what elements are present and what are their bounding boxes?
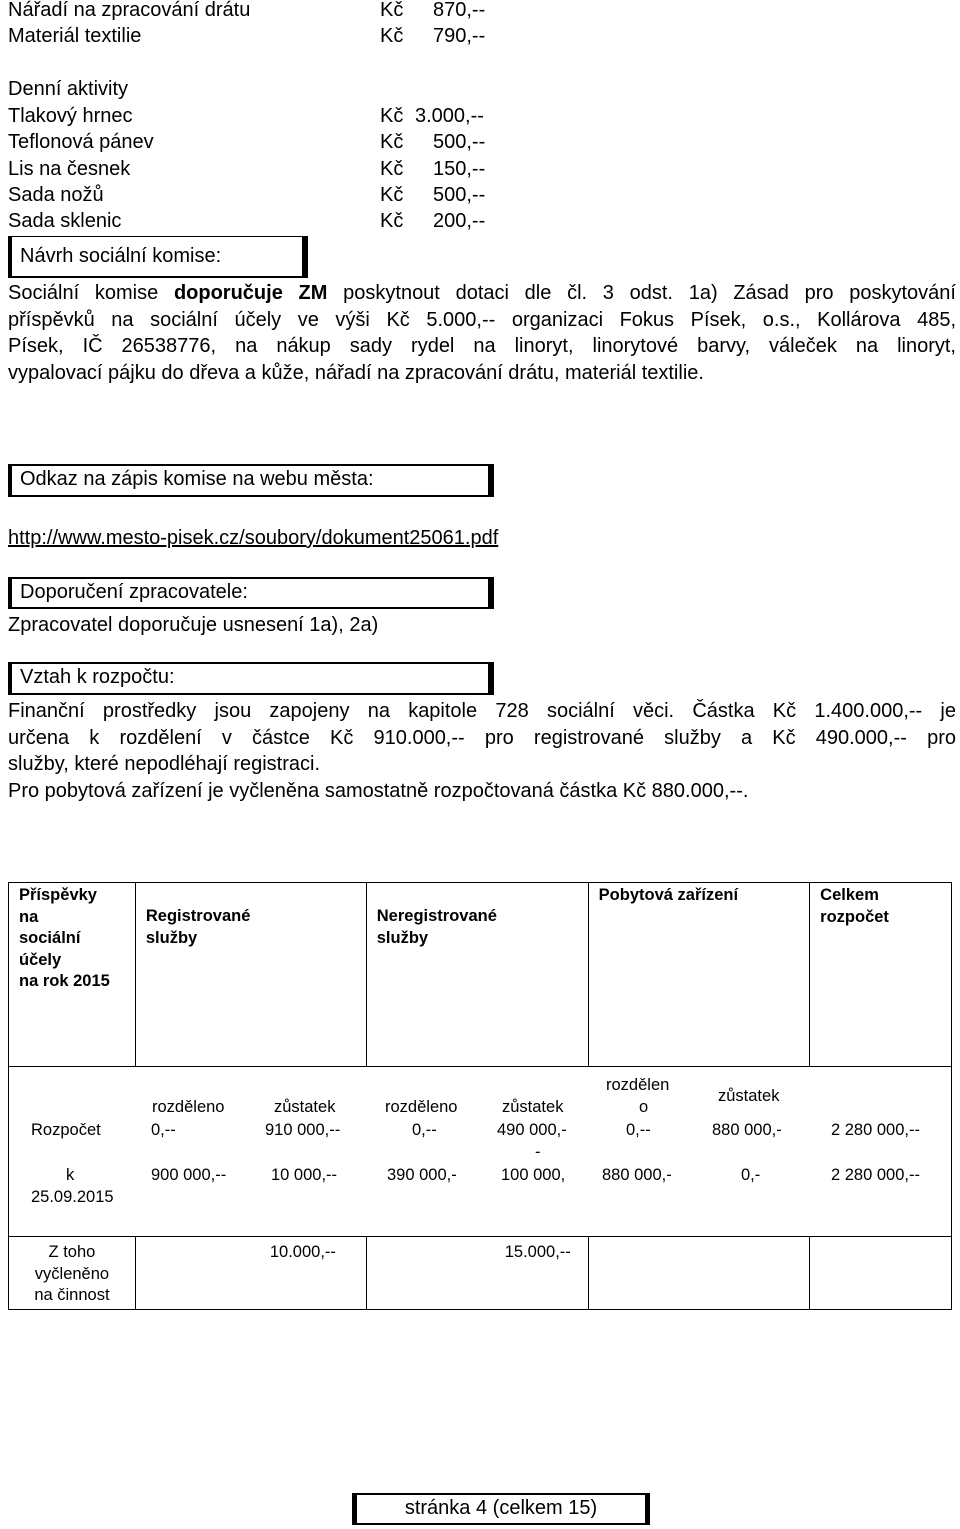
row-label-text: Z toho xyxy=(48,1243,96,1261)
cell-value: 910 000,-- xyxy=(265,1121,341,1139)
expense-amount: 500,-- xyxy=(433,131,486,153)
minutes-heading: Odkaz na zápis komise na webu města: xyxy=(8,464,494,497)
expense-currency: Kč xyxy=(380,184,404,206)
proposal-line-1-rest: poskytnout dotaci dle čl. 3 odst. 1a) Zásad pro poskytování xyxy=(327,282,956,304)
expense-name: Sada sklenic xyxy=(8,210,122,232)
cell-empty xyxy=(810,1237,952,1310)
subheader-res-remaining: zůstatek xyxy=(718,1087,780,1105)
cell-value: 0,-- xyxy=(151,1121,176,1139)
expense-currency: Kč xyxy=(380,105,404,127)
cell-empty xyxy=(588,1237,810,1310)
budget-relation-heading: Vztah k rozpočtu: xyxy=(8,662,494,695)
header-text: na xyxy=(19,907,39,926)
header-text: Neregistrované xyxy=(376,907,497,925)
cell-value: 2 280 000,-- xyxy=(831,1121,920,1139)
cell-value: 880 000,- xyxy=(602,1166,672,1184)
header-text: Pobytová zařízení xyxy=(598,886,739,904)
expense-amount: 150,-- xyxy=(433,158,486,180)
subheader-res-distributed-2: o xyxy=(639,1098,649,1116)
table-data-row xyxy=(9,1067,952,1237)
budget-relation-line-2: určena k rozdělení v částce Kč 910.000,-- pro registrované služby a Kč 490.000,-- pro xyxy=(8,726,956,749)
cell-value: - xyxy=(535,1143,541,1161)
minutes-link[interactable]: http://www.mesto-pisek.cz/soubory/dokument25061.pdf xyxy=(8,527,499,549)
cell-value: 490 000,- xyxy=(497,1121,567,1139)
minutes-link-wrap xyxy=(8,525,498,551)
expense-name: Tlakový hrnec xyxy=(8,105,133,127)
header-total xyxy=(810,883,952,1067)
proposal-paragraph xyxy=(8,280,956,386)
section-heading-daily: Denní aktivity xyxy=(8,78,129,100)
recommendation-text: Zpracovatel doporučuje usnesení 1a), 2a) xyxy=(8,614,379,636)
proposal-line-2: příspěvků na sociální účely ve výši Kč 5.000,-- organizaci Fokus Písek, o.s., Kollárova 485, xyxy=(8,308,956,331)
subheader-reg-distributed: rozděleno xyxy=(152,1098,225,1116)
data-block xyxy=(9,1067,952,1237)
cell-value: 100 000, xyxy=(501,1166,566,1184)
expense-amount: 200,-- xyxy=(433,210,486,232)
cell-value: 15.000,-- xyxy=(366,1237,588,1310)
expense-currency: Kč xyxy=(380,210,404,232)
row-label-date-2: 25.09.2015 xyxy=(31,1188,114,1206)
header-text: Příspěvky xyxy=(19,886,97,904)
cell-value: 0,- xyxy=(741,1166,761,1184)
budget-relation-line-4: Pro pobytová zařízení je vyčleněna samostatně rozpočtovaná částka Kč 880.000,--. xyxy=(8,779,749,802)
table-row-allocated xyxy=(9,1237,952,1310)
expense-currency: Kč xyxy=(380,25,404,47)
proposal-heading: Návrh sociální komise: xyxy=(8,236,308,278)
expense-amount: 3.000,-- xyxy=(415,105,484,127)
row-label-text: na činnost xyxy=(34,1286,110,1304)
budget-relation-line-1: Finanční prostředky jsou zapojeny na kapitole 728 sociální věci. Částka Kč 1.400.000,-- je xyxy=(8,700,956,722)
expense-name: Teflonová pánev xyxy=(8,131,154,153)
row-label-text: vyčleněno xyxy=(34,1264,110,1283)
cell-value: 900 000,-- xyxy=(151,1166,227,1184)
header-text: Celkem xyxy=(820,886,879,904)
cell-value: 0,-- xyxy=(412,1121,437,1139)
table-header-row xyxy=(9,883,952,1067)
subheader-res-distributed-1: rozdělen xyxy=(606,1076,670,1094)
header-registered xyxy=(135,883,366,1067)
header-contributions xyxy=(9,883,136,1067)
subheader-nonreg-remaining: zůstatek xyxy=(502,1098,564,1116)
header-nonregistered xyxy=(366,883,588,1067)
budget-relation-line-3: služby, které nepodléhají registraci. xyxy=(8,753,321,775)
expense-name: Sada nožů xyxy=(8,184,104,206)
expense-currency: Kč xyxy=(380,0,404,21)
row-label-date-1: k xyxy=(66,1166,75,1184)
header-text: účely xyxy=(19,950,62,969)
expense-amount: 500,-- xyxy=(433,184,486,206)
header-text: sociální xyxy=(19,929,81,947)
subheader-reg-remaining: zůstatek xyxy=(274,1098,336,1116)
header-text: rozpočet xyxy=(820,907,889,926)
expense-amount: 870,-- xyxy=(433,0,486,21)
expense-currency: Kč xyxy=(380,131,404,153)
page-footer: stránka 4 (celkem 15) xyxy=(352,1493,650,1525)
budget-table xyxy=(8,882,952,1310)
cell-value: 0,-- xyxy=(626,1121,651,1139)
header-residential xyxy=(588,883,810,1067)
header-text: služby xyxy=(376,928,429,947)
expense-currency: Kč xyxy=(380,158,404,180)
proposal-line-3: Písek, IČ 26538776, na nákup sady rydel na linoryt, linorytové barvy, váleček na linoryt, xyxy=(8,335,956,357)
cell-value: 10 000,-- xyxy=(271,1166,338,1184)
cell-value: 2 280 000,-- xyxy=(831,1166,920,1184)
budget-relation-paragraph xyxy=(8,698,956,804)
row-label-budget: Rozpočet xyxy=(31,1121,101,1139)
header-text: Registrované xyxy=(145,907,251,925)
header-text: na rok 2015 xyxy=(19,972,110,990)
cell-value: 10.000,-- xyxy=(135,1237,366,1310)
proposal-line-1 xyxy=(8,280,956,307)
proposal-pre: Sociální komise xyxy=(8,282,174,304)
expense-name: Lis na česnek xyxy=(8,158,131,180)
cell-value: 880 000,- xyxy=(712,1121,782,1139)
header-text: služby xyxy=(145,928,198,947)
proposal-line-4: vypalovací pájku do dřeva a kůže, nářadí na zpracování drátu, materiál textilie. xyxy=(8,361,704,384)
row-label-allocated xyxy=(9,1237,136,1310)
cell-value: 390 000,- xyxy=(387,1166,457,1184)
expense-amount: 790,-- xyxy=(433,25,486,47)
expense-name: Materiál textilie xyxy=(8,25,142,47)
subheader-nonreg-distributed: rozděleno xyxy=(385,1098,458,1116)
expense-name: Nářadí na zpracování drátu xyxy=(8,0,251,21)
proposal-bold: doporučuje ZM xyxy=(173,282,328,304)
recommendation-heading: Doporučení zpracovatele: xyxy=(8,577,494,609)
